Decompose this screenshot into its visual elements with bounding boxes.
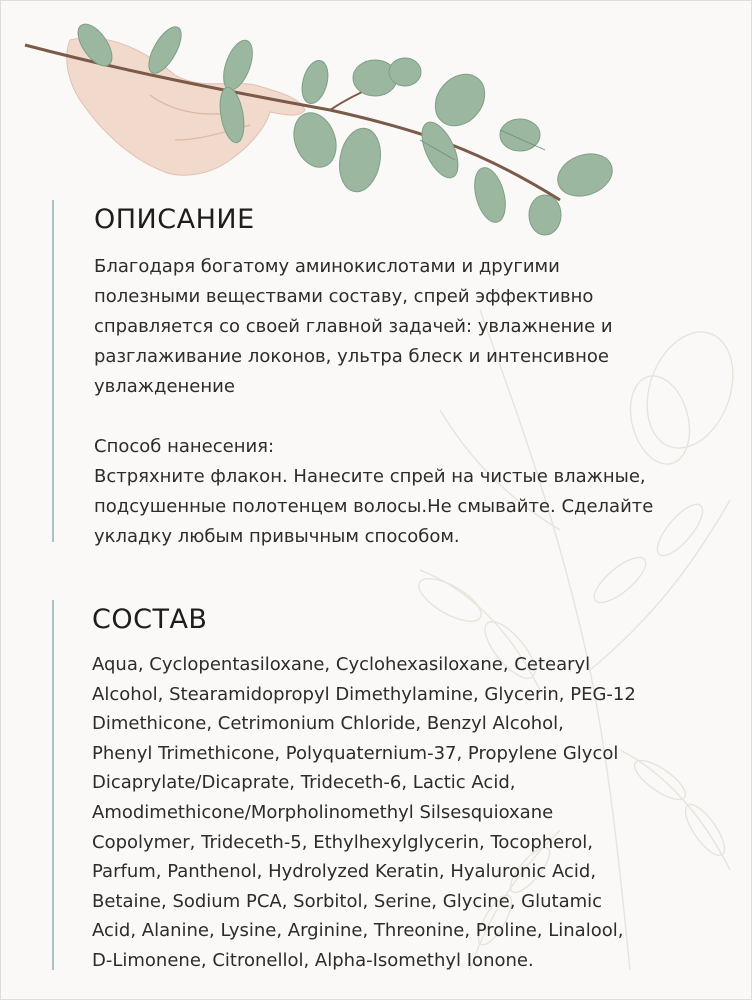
ingredient-line: Dicaprylate/Dicaprate, Trideceth-6, Lactic Acid, (92, 772, 516, 794)
usage-line: укладку любым привычным способом. (94, 526, 460, 547)
ingredient-line: Aqua, Cyclopentasiloxane, Cyclohexasiloxane, Cetearyl (92, 654, 591, 675)
ingredient-line: Parfum, Panthenol, Hydrolyzed Keratin, Hyaluronic Acid, (92, 861, 597, 883)
composition-body (92, 650, 714, 976)
composition-section (52, 600, 722, 970)
description-line: справляется со своей главной задачей: увлажнение и (94, 316, 613, 337)
usage-heading: Способ нанесения: (94, 436, 275, 457)
ingredient-line: Acid, Alanine, Lysine, Arginine, Threonine, Proline, Linalool, (92, 920, 624, 942)
description-line: увлажденение (94, 376, 235, 397)
ingredient-line: Betaine, Sodium PCA, Sorbitol, Serine, Glycine, Glutamic (92, 890, 603, 912)
ingredient-line: Dimethicone, Cetrimonium Chloride, Benzyl Alcohol, (92, 713, 564, 735)
description-line: разглаживание локонов, ультра блеск и интенсивное (94, 346, 609, 367)
ingredient-line: Alcohol, Stearamidopropyl Dimethylamine, Glycerin, PEG-12 (92, 683, 636, 705)
ingredient-line: Amodimethicone/Morpholinomethyl Silsesquioxane (92, 801, 554, 823)
description-title: ОПИСАНИЕ (94, 204, 255, 235)
usage-line: Встряхните флакон. Нанесите спрей на чистые влажные, (94, 466, 646, 487)
description-line: Благодаря богатому аминокислотами и другими (94, 256, 560, 277)
accent-rule (52, 200, 54, 542)
ingredient-line: D-Limonene, Citronellol, Alpha-Isomethyl Ionone. (92, 949, 534, 971)
ingredient-line: Phenyl Trimethicone, Polyquaternium-37, Propylene Glycol (92, 742, 619, 764)
accent-rule (52, 600, 54, 970)
composition-title: СОСТАВ (92, 604, 208, 635)
description-section (52, 200, 722, 547)
usage-line: подсушенные полотенцем волосы.Не смывайте. Сделайте (94, 496, 654, 517)
ingredient-line: Copolymer, Trideceth-5, Ethylhexylglycerin, Tocopherol, (92, 831, 593, 853)
description-line: полезными веществами составу, спрей эффективно (94, 286, 594, 307)
description-body (94, 252, 734, 552)
